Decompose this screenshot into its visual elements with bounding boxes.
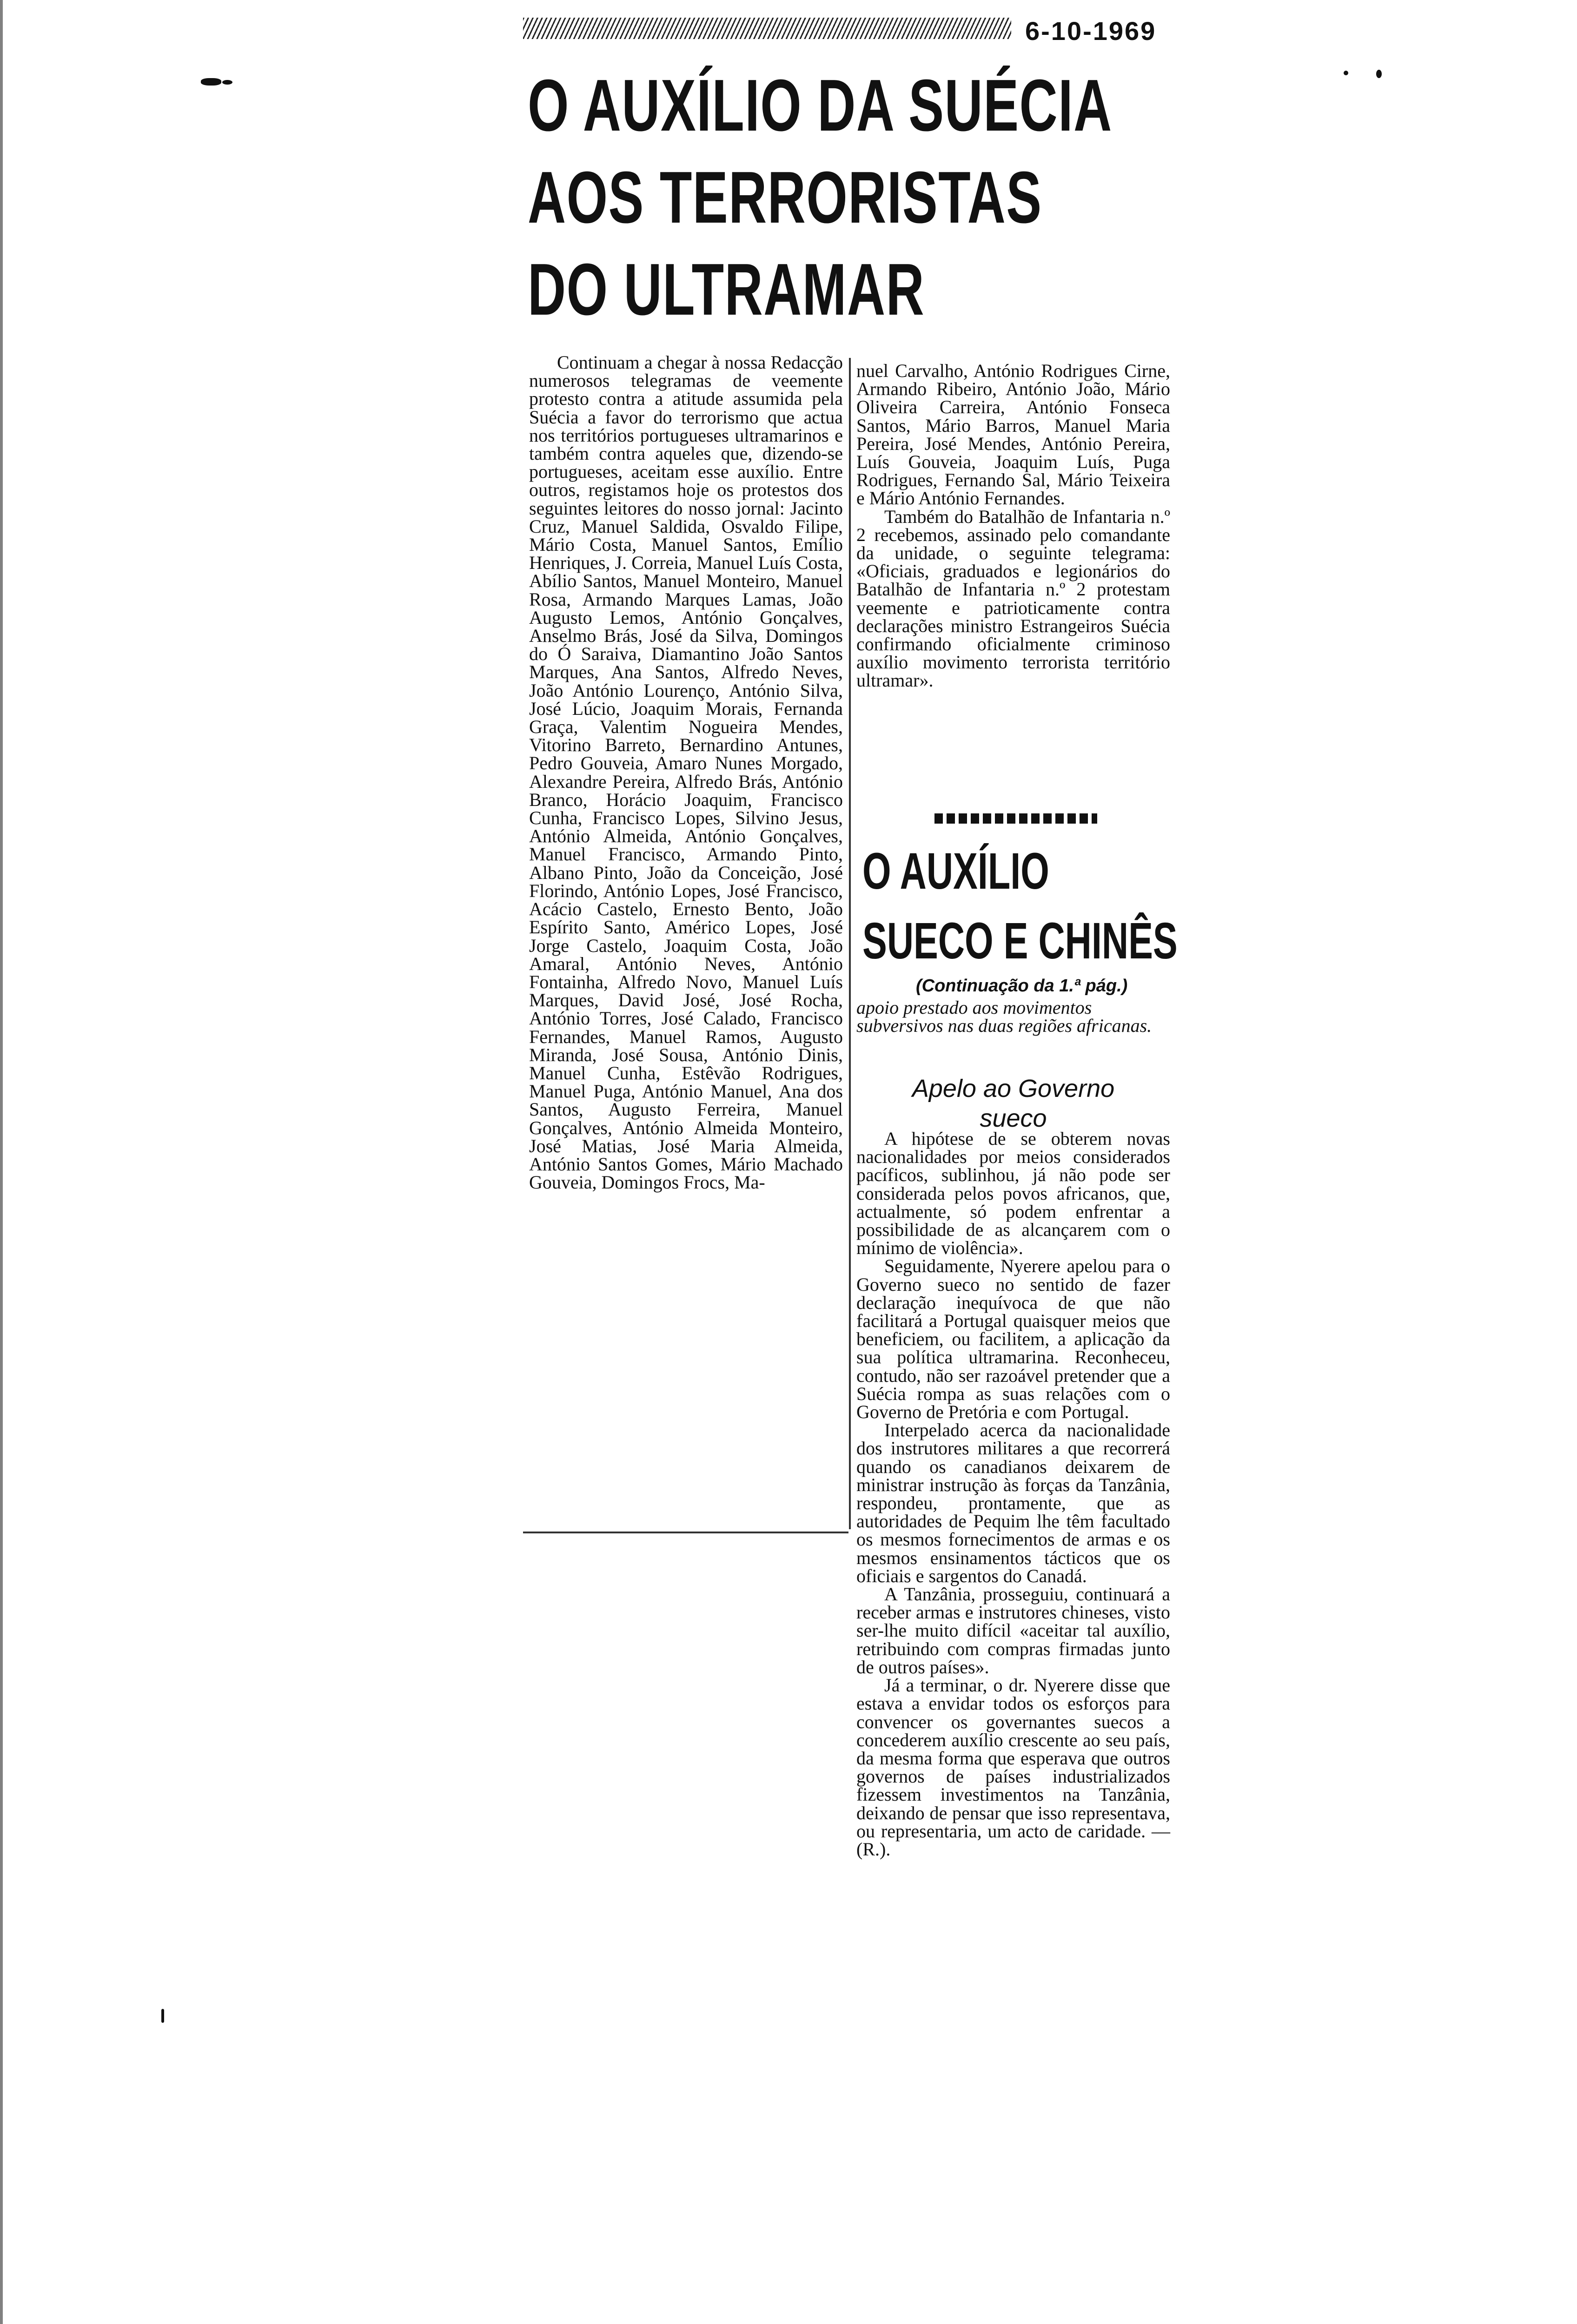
- article-column-right-top: [856, 362, 1170, 690]
- paragraph: Interpelado acerca da nacionalidade dos instrutores militares a que recorrerá quando os canadianos deixarem de ministrar instrução às forças da Tanzânia, respondeu, prontamente, que as autoridades de Pequim lhe têm facultado os mesmos fornecimentos de armas e os mesmos ensinamentos tácticos que os oficiais e sargentos do Canadá.: [856, 1419, 1170, 1586]
- column-end-rule: [523, 1532, 848, 1533]
- headline-line-1: O AUXÍLIO DA SUÉCIA: [528, 65, 1113, 146]
- continuation-note: (Continuação da 1.ª pág.): [916, 976, 1128, 996]
- section-title-line-2: sueco: [980, 1104, 1047, 1132]
- ink-spot: [1376, 70, 1382, 78]
- publication-date: 6-10-1969: [1025, 16, 1157, 46]
- continuation-text: apoio prestado aos movimentos subversivos nas duas regiões africanas.: [856, 997, 1152, 1036]
- paragraph: Seguidamente, Nyerere apelou para o Governo sueco no sentido de fazer declaração inequívoca de que não facilitará a Portugal quaisquer meios que beneficiem, ou facilitem, a aplicação da sua política ultramarina. Reconheceu, contudo, não ser razoável pretender que a Suécia rompa as suas relações com o Governo de Pretória e com Portugal.: [856, 1255, 1170, 1423]
- subheading-line-1: O AUXÍLIO: [862, 843, 1049, 900]
- ink-spot: [1344, 71, 1348, 75]
- subheading-line-2: SUECO E CHINÊS: [862, 912, 1178, 970]
- headline-line-2: AOS TERRORISTAS: [528, 157, 1042, 238]
- ink-spot: [201, 78, 221, 86]
- paragraph: Já a terminar, o dr. Nyerere disse que estava a envidar todos os esforços para convencer os governantes suecos a concederem auxílio crescente ao seu país, da mesma forma que esperava que outros governos de países industrializados fizessem investimentos na Tanzânia, deixando de pensar que isso representava, ou representaria, um acto de caridade. — (R.).: [856, 1675, 1170, 1860]
- paragraph: nuel Carvalho, António Rodrigues Cirne, Armando Ribeiro, António João, Mário Oliveira Carreira, António Fonseca Santos, Mário Barros, Manuel Maria Pereira, José Mendes, António Pereira, Luís Gouveia, Joaquim Luís, Puga Rodrigues, Fernando Sal, Mário Teixeira e Mário António Fernandes.: [856, 360, 1170, 509]
- ink-spot: [161, 2009, 164, 2023]
- paragraph: A hipótese de se obterem novas nacionalidades por meios considerados pacíficos, sublinhou, já não pode ser considerada pelos povos africanos, que, actualmente, só podem enfrentar a possibilidade de as alcançarem com o mínimo de violência».: [856, 1128, 1170, 1259]
- article-column-right-bottom: [856, 1129, 1170, 1858]
- article-column-left: [529, 353, 843, 1191]
- main-headline: [528, 59, 1113, 336]
- column-divider: [849, 358, 851, 1529]
- paragraph: A Tanzânia, prosseguiu, continuará a receber armas e instrutores chineses, visto ser-lhe muito difícil «aceitar tal auxílio, retribuindo com compras firmadas junto de outros países».: [856, 1584, 1170, 1677]
- section-title: [856, 1074, 1170, 1133]
- ink-spot: [222, 80, 232, 85]
- date-hatch-band: [523, 18, 1011, 39]
- headline-line-3: DO ULTRAMAR: [528, 249, 925, 330]
- section-title-line-1: Apelo ao Governo: [912, 1075, 1115, 1103]
- paragraph: Também do Batalhão de Infantaria n.º 2 recebemos, assinado pelo comandante da unidade, o seguinte telegrama: «Oficiais, graduados e legionários do Batalhão de Infantaria n.º 2 protestam veemente e patrioticamente contra declarações ministro Estrangeiros Suécia confirmando oficialmente criminoso auxílio movimento terrorista território ultramar».: [856, 506, 1170, 691]
- paragraph: Continuam a chegar à nossa Redacção numerosos telegramas de veemente protesto contra a atitude assumida pela Suécia a favor do terrorismo que actua nos territórios portugueses ultramarinos e também contra aqueles que, dizendo-se portugueses, aceitam esse auxílio. Entre outros, registamos hoje os protestos dos seguintes leitores do nosso jornal: Jacinto Cruz, Manuel Saldida, Osvaldo Filipe, Mário Costa, Manuel Santos, Emílio Henriques, J. Correia, Manuel Luís Costa, Abílio Santos, Manuel Monteiro, Manuel Rosa, Armando Marques Lamas, João Augusto Lemos, António Gonçalves, Anselmo Brás, José da Silva, Domingos do Ó Saraiva, Diamantino João Santos Marques, Ana Santos, Alfredo Neves, João António Lourenço, António Silva, José Lúcio, Joaquim Morais, Fernanda Graça, Valentim Nogueira Mendes, Vitorino Barreto, Bernardino Antunes, Pedro Gouveia, Amaro Nunes Morgado, Alexandre Pereira, Alfredo Brás, António Branco, Horácio Joaquim, Francisco Cunha, Francisco Lopes, Silvino Jesus, António Almeida, António Gonçalves, Manuel Francisco, Armando Pinto, Albano Pinto, João da Conceição, José Florindo, António Lopes, José Francisco, Acácio Castelo, Ernesto Bento, João Espírito Santo, Américo Lopes, José Jorge Castelo, Joaquim Costa, João Amaral, António Neves, António Fontainha, Alfredo Novo, Manuel Luís Marques, David José, José Rocha, António Torres, José Calado, Francisco Fernandes, Manuel Ramos, Augusto Miranda, José Sousa, António Dinis, Manuel Cunha, Estêvão Rodrigues, Manuel Puga, António Manuel, Ana dos Santos, Augusto Ferreira, Manuel Gonçalves, António Almeida Monteiro, José Matias, José Maria Almeida, António Santos Gomes, Mário Machado Gouveia, Domingos Frocs, Ma-: [529, 352, 843, 1193]
- scan-edge-shadow: [0, 0, 3, 2324]
- section-separator: [934, 813, 1097, 824]
